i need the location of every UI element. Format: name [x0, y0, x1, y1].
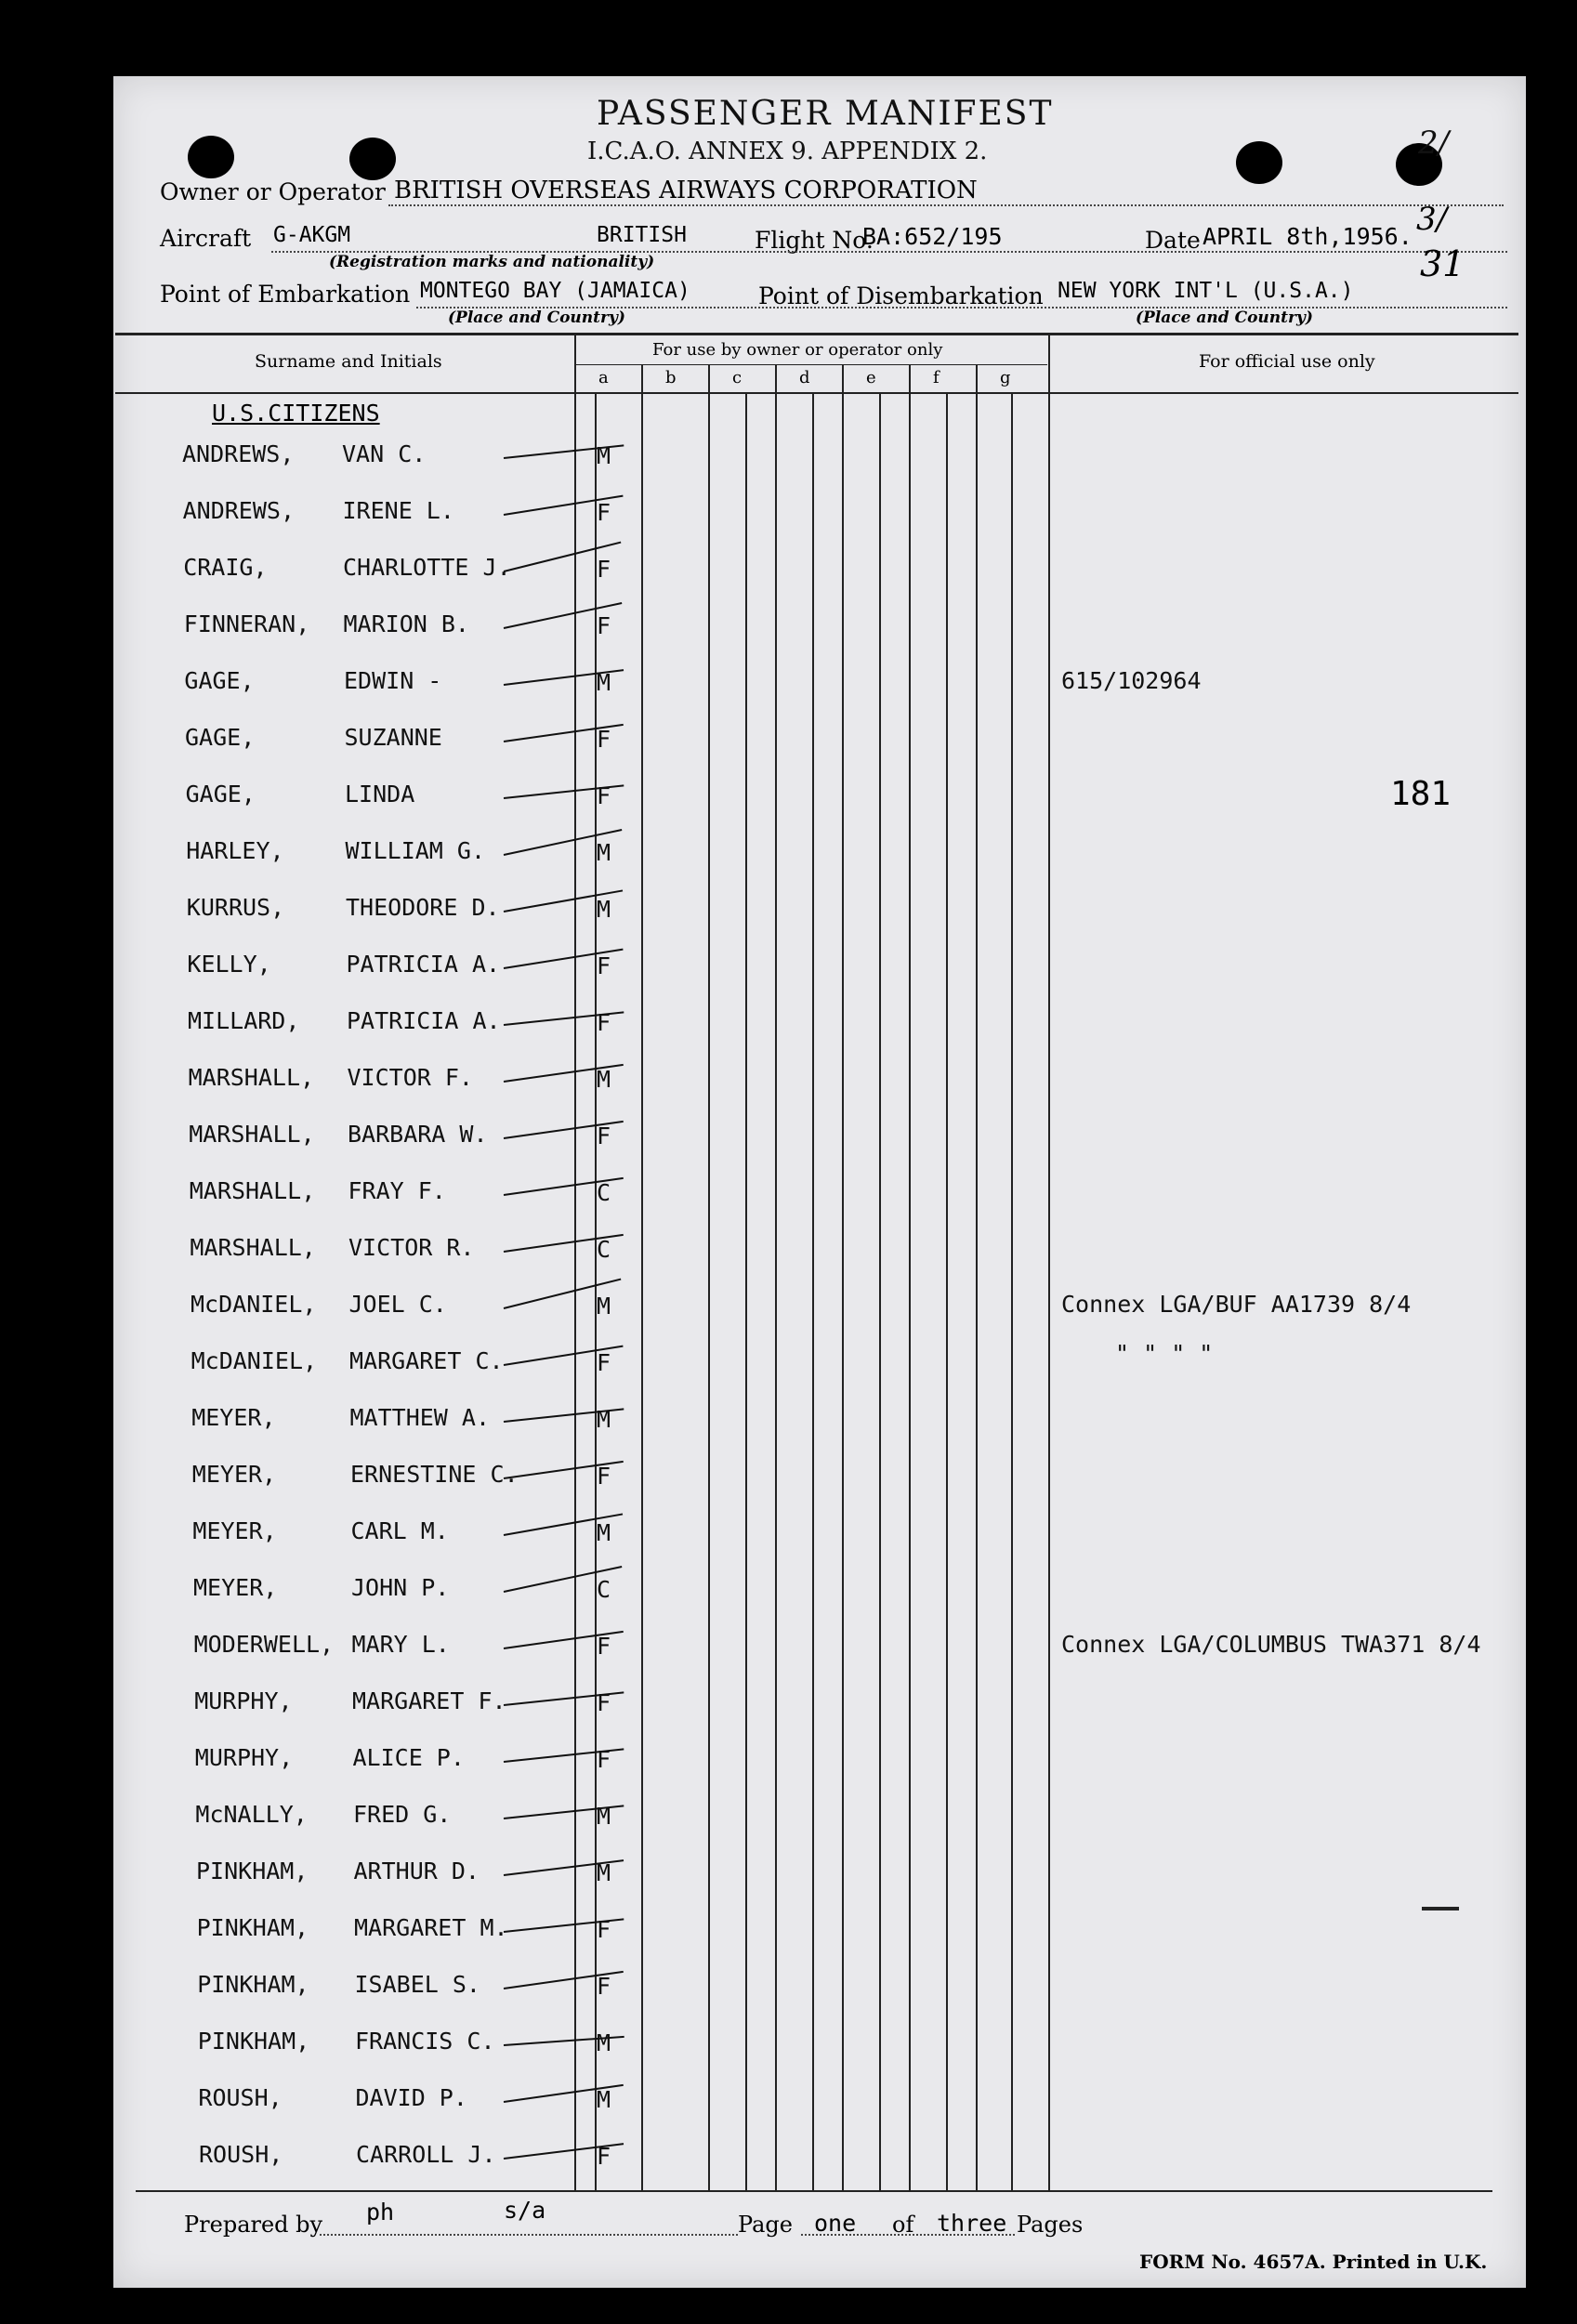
- passenger-given-names: VICTOR R.: [348, 1234, 475, 1261]
- subcolumn-header-f: f: [933, 368, 940, 387]
- column-divider: [775, 364, 777, 2190]
- flight-label: Flight No.: [755, 227, 874, 254]
- passenger-surname: GAGE,: [184, 667, 255, 694]
- passenger-surname: CRAIG,: [183, 554, 268, 581]
- passenger-given-names: THEODORE D.: [346, 894, 500, 921]
- passenger-surname: McNALLY,: [195, 1801, 308, 1828]
- passenger-surname: KELLY,: [187, 951, 271, 978]
- passenger-category: F: [597, 1009, 611, 1036]
- subcolumn-header-c: c: [732, 368, 743, 387]
- page-label: Page: [738, 2212, 793, 2238]
- passenger-category: M: [597, 1519, 611, 1546]
- passenger-given-names: EDWIN -: [344, 667, 442, 694]
- table-bottom-rule: [136, 2190, 1492, 2192]
- manifest-sheet: [113, 76, 1526, 2288]
- passenger-given-names: WILLIAM G.: [345, 837, 486, 864]
- passenger-given-names: ARTHUR D.: [353, 1858, 480, 1884]
- passenger-category: F: [597, 2143, 611, 2170]
- disembarkation-label: Point of Disembarkation: [758, 282, 1044, 309]
- column-divider: [909, 364, 911, 2190]
- passenger-surname: ROUSH,: [198, 2084, 283, 2111]
- registration-note: (Registration marks and nationality): [329, 253, 655, 271]
- passenger-category: M: [597, 1406, 611, 1433]
- of-value: three: [937, 2210, 1007, 2237]
- passenger-given-names: JOEL C.: [348, 1291, 447, 1318]
- passenger-given-names: MATTHEW A.: [349, 1404, 491, 1431]
- handwritten-corner-mark: 31: [1420, 243, 1465, 284]
- disembarkation-place-note: (Place and Country): [1136, 309, 1313, 327]
- passenger-given-names: DAVID P.: [355, 2084, 467, 2111]
- passenger-category: F: [597, 499, 611, 526]
- passenger-surname: MEYER,: [193, 1574, 278, 1601]
- passenger-surname: McDANIEL,: [191, 1347, 318, 1374]
- official-use-header: For official use only: [1199, 351, 1375, 372]
- passenger-category: F: [597, 612, 611, 639]
- surname-column-header: Surname and Initials: [255, 351, 442, 372]
- owner-label: Owner or Operator: [160, 178, 386, 205]
- flight-value: BA:652/195: [862, 223, 1003, 250]
- passenger-category: M: [597, 896, 611, 923]
- passenger-category: C: [597, 1236, 611, 1263]
- passenger-given-names: MARGARET M.: [354, 1914, 508, 1941]
- passenger-given-names: CARL M.: [350, 1517, 449, 1544]
- official-note: Connex LGA/COLUMBUS TWA371 8/4: [1061, 1631, 1481, 1658]
- column-divider: [879, 394, 881, 2190]
- column-divider: [745, 394, 747, 2190]
- subcolumn-header-b: b: [665, 368, 677, 387]
- column-divider: [812, 394, 814, 2190]
- passenger-category: M: [597, 2029, 611, 2056]
- passenger-surname: MARSHALL,: [189, 1177, 316, 1204]
- pages-label: Pages: [1017, 2212, 1084, 2238]
- passenger-given-names: BARBARA W.: [348, 1121, 488, 1148]
- subcolumn-header-e: e: [866, 368, 876, 387]
- passenger-category: C: [597, 1179, 611, 1206]
- punch-hole: [188, 136, 234, 178]
- prepared-by-label: Prepared by: [184, 2212, 323, 2238]
- passenger-category: F: [597, 952, 611, 979]
- punch-hole: [349, 138, 396, 180]
- form-title: PASSENGER MANIFEST: [597, 95, 1054, 133]
- passenger-given-names: MARY L.: [351, 1631, 450, 1658]
- table-top-rule: [115, 333, 1518, 335]
- embarkation-value: MONTEGO BAY (JAMAICA): [420, 279, 690, 303]
- nationality-value: BRITISH: [597, 223, 687, 247]
- passenger-category: F: [597, 556, 611, 583]
- owner-value: BRITISH OVERSEAS AIRWAYS CORPORATION: [394, 177, 978, 204]
- passenger-surname: ROUSH,: [199, 2141, 283, 2168]
- embarkation-place-note: (Place and Country): [448, 309, 625, 327]
- passenger-surname: PINKHAM,: [197, 1971, 309, 1998]
- passenger-given-names: CHARLOTTE J.: [343, 554, 511, 581]
- passenger-given-names: CARROLL J.: [356, 2141, 496, 2168]
- passenger-given-names: MARGARET F.: [352, 1687, 506, 1714]
- column-divider: [976, 364, 978, 2190]
- official-number: 181: [1390, 775, 1452, 813]
- passenger-surname: PINKHAM,: [196, 1914, 309, 1941]
- prepared-by-rule: [320, 2234, 738, 2236]
- passenger-surname: MEYER,: [192, 1517, 277, 1544]
- official-mark: [1422, 1907, 1459, 1910]
- passenger-category: M: [597, 669, 611, 696]
- passenger-surname: McDANIEL,: [191, 1291, 317, 1318]
- passenger-given-names: LINDA: [345, 781, 415, 807]
- passenger-given-names: PATRICIA A.: [346, 951, 501, 978]
- passenger-given-names: ISABEL S.: [354, 1971, 480, 1998]
- column-divider: [708, 364, 710, 2190]
- passenger-category: M: [597, 1293, 611, 1320]
- passenger-given-names: FRAY F.: [348, 1177, 446, 1204]
- passenger-surname: ANDREWS,: [182, 497, 296, 524]
- prepared-by-suffix: s/a: [504, 2197, 546, 2224]
- passenger-category: M: [597, 1859, 611, 1886]
- passenger-surname: KURRUS,: [186, 894, 285, 921]
- passenger-surname: MEYER,: [191, 1461, 277, 1488]
- of-label: of: [892, 2212, 914, 2238]
- passenger-surname: MURPHY,: [194, 1744, 294, 1771]
- subcolumn-header-g: g: [1000, 368, 1011, 387]
- passenger-category: M: [597, 1803, 611, 1830]
- column-divider: [842, 364, 844, 2190]
- passenger-surname: MARSHALL,: [188, 1064, 315, 1091]
- passenger-surname: PINKHAM,: [197, 2028, 310, 2055]
- passenger-given-names: IRENE L.: [342, 497, 454, 524]
- prepared-by-value: ph: [366, 2199, 395, 2226]
- passenger-given-names: VICTOR F.: [347, 1064, 473, 1091]
- passenger-category: M: [597, 1066, 611, 1093]
- handwritten-corner-mark: 2/: [1418, 125, 1450, 162]
- passenger-surname: GAGE,: [185, 724, 256, 751]
- passenger-surname: ANDREWS,: [182, 440, 295, 467]
- passenger-given-names: SUZANNE: [344, 724, 442, 751]
- embarkation-label: Point of Embarkation: [160, 281, 411, 308]
- passenger-category: F: [597, 1633, 611, 1660]
- official-note: 615/102964: [1061, 667, 1202, 694]
- passenger-category: M: [597, 2086, 611, 2113]
- passenger-surname: MURPHY,: [194, 1687, 293, 1714]
- passenger-category: F: [597, 1349, 611, 1376]
- passenger-surname: HARLEY,: [186, 837, 284, 864]
- subcolumn-header-d: d: [799, 368, 810, 387]
- passenger-category: F: [597, 726, 611, 753]
- passenger-given-names: ERNESTINE C.: [350, 1461, 519, 1488]
- page-rule: [801, 2234, 1015, 2236]
- passenger-surname: MARSHALL,: [189, 1121, 315, 1148]
- passenger-surname: PINKHAM,: [196, 1858, 309, 1884]
- official-note: Connex LGA/BUF AA1739 8/4: [1061, 1291, 1412, 1318]
- aircraft-value: G-AKGM: [273, 223, 351, 247]
- punch-hole: [1236, 141, 1282, 184]
- aircraft-label: Aircraft: [160, 225, 252, 252]
- date-label: Date: [1145, 227, 1201, 254]
- table-header-rule: [115, 392, 1518, 394]
- page-value: one: [814, 2210, 857, 2237]
- column-divider: [1011, 394, 1013, 2190]
- passenger-category: F: [597, 1916, 611, 1943]
- passenger-given-names: FRED G.: [353, 1801, 452, 1828]
- passenger-category: F: [597, 1973, 611, 2000]
- passenger-category: M: [597, 839, 611, 866]
- handwritten-corner-mark: 3/: [1416, 201, 1448, 238]
- passenger-given-names: ALICE P.: [352, 1744, 465, 1771]
- passenger-given-names: MARGARET C.: [349, 1347, 504, 1374]
- passenger-surname: MILLARD,: [188, 1007, 300, 1034]
- passenger-category: F: [597, 1463, 611, 1490]
- official-note: " " " ": [1115, 1340, 1214, 1367]
- subcolumn-header-a: a: [598, 368, 609, 387]
- date-value: APRIL 8th,1956.: [1202, 223, 1413, 250]
- passenger-category: F: [597, 1123, 611, 1149]
- passenger-category: F: [597, 1689, 611, 1716]
- form-number: FORM No. 4657A. Printed in U.K.: [1139, 2251, 1488, 2273]
- passenger-given-names: PATRICIA A.: [347, 1007, 501, 1034]
- owner-use-header: For use by owner or operator only: [652, 340, 943, 360]
- column-divider: [946, 394, 948, 2190]
- section-heading: U.S.CITIZENS: [212, 400, 380, 427]
- passenger-given-names: FRANCIS C.: [355, 2028, 495, 2055]
- passenger-category: C: [597, 1576, 611, 1603]
- column-divider: [1048, 335, 1050, 2190]
- passenger-surname: MODERWELL,: [193, 1631, 335, 1658]
- passenger-category: F: [597, 1746, 611, 1773]
- passenger-category: F: [597, 782, 611, 809]
- passenger-surname: MEYER,: [191, 1404, 276, 1431]
- form-subtitle: I.C.A.O. ANNEX 9. APPENDIX 2.: [587, 138, 988, 165]
- owner-rule: [388, 204, 1504, 206]
- passenger-surname: MARSHALL,: [190, 1234, 316, 1261]
- passenger-given-names: MARION B.: [343, 611, 469, 637]
- column-divider: [641, 364, 643, 2190]
- passenger-surname: GAGE,: [185, 781, 256, 807]
- passenger-given-names: JOHN P.: [351, 1574, 450, 1601]
- disembarkation-value: NEW YORK INT'L (U.S.A.): [1058, 279, 1354, 303]
- passenger-given-names: VAN C.: [342, 440, 427, 467]
- passenger-surname: FINNERAN,: [183, 611, 310, 637]
- passenger-category: M: [597, 442, 611, 469]
